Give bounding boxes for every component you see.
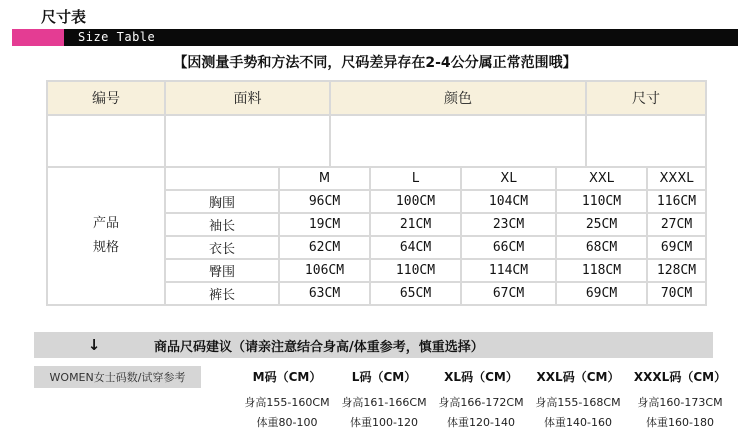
measurement-value: 67CM (462, 283, 555, 304)
size-header-size-xl: XL (462, 168, 555, 189)
rec-height: 身高155-160CM (244, 396, 330, 409)
measurement-value: 66CM (462, 237, 555, 258)
measurement-label: 裤长 (166, 283, 278, 304)
rec-size: XL码（CM） (444, 370, 518, 384)
measurement-notice: 【因测量手势和方法不同，尺码差异存在2-4公分属正常范围哦】 (173, 55, 577, 71)
measurement-value: 62CM (280, 237, 369, 258)
measurement-value: 27CM (648, 214, 705, 235)
measurement-value: 19CM (280, 214, 369, 235)
measurement-value: 128CM (648, 260, 705, 281)
rec-height: 身高166-172CM (438, 396, 524, 409)
size-header-size-xxl: XXL (557, 168, 646, 189)
size-header-blank (166, 168, 278, 189)
rec-size: L码（CM） (351, 370, 417, 384)
header-fabric: 面料 (166, 82, 329, 114)
measurement-label: 胸围 (166, 191, 278, 212)
measurement-value: 70CM (648, 283, 705, 304)
measurement-value: 116CM (648, 191, 705, 212)
blank-size-cell (587, 116, 705, 166)
rec-weight: 体重120-140 (447, 416, 515, 429)
measurement-value: 25CM (557, 214, 646, 235)
product-spec-label (48, 168, 164, 304)
measurement-value: 69CM (557, 283, 646, 304)
measurement-value: 68CM (557, 237, 646, 258)
page-title: 尺寸表 (41, 8, 87, 26)
recommendation-xxl (528, 368, 628, 430)
rec-height: 身高155-168CM (535, 396, 621, 409)
arrow-down-icon: ↓ (87, 336, 101, 354)
women-size-tag: WOMEN女士码数/试穿参考 (34, 366, 201, 388)
measurement-label: 袖长 (166, 214, 278, 235)
rec-height: 身高160-173CM (637, 396, 723, 409)
measurement-value: 110CM (557, 191, 646, 212)
recommendation-m (237, 368, 337, 430)
size-advice-text: 商品尺码建议（请亲注意结合身高/体重参考，慎重选择） (154, 339, 484, 355)
measurement-label: 衣长 (166, 237, 278, 258)
title-bar (12, 29, 738, 46)
size-table (46, 80, 707, 306)
header-color: 颜色 (331, 82, 585, 114)
rec-weight: 体重140-160 (544, 416, 612, 429)
rec-weight: 体重100-120 (350, 416, 418, 429)
recommendation-xxxl (630, 368, 730, 430)
header-number: 编号 (48, 82, 164, 114)
measurement-value: 106CM (280, 260, 369, 281)
blank-fabric-cell (166, 116, 329, 166)
measurement-value: 63CM (280, 283, 369, 304)
recommendation-xl (431, 368, 531, 430)
blank-number-cell (48, 116, 164, 166)
rec-size: XXL码（CM） (536, 370, 620, 384)
blank-color-cell (331, 116, 585, 166)
rec-size: XXXL码（CM） (633, 370, 727, 384)
rec-height: 身高161-166CM (341, 396, 427, 409)
accent-block (12, 29, 64, 46)
measurement-value: 23CM (462, 214, 555, 235)
rec-weight: 体重80-100 (256, 416, 318, 429)
recommendation-l (334, 368, 434, 430)
size-header-size-xxxl: XXXL (648, 168, 705, 189)
rec-weight: 体重160-180 (646, 416, 714, 429)
size-header-size-m: M (280, 168, 369, 189)
measurement-value: 100CM (371, 191, 460, 212)
measurement-value: 64CM (371, 237, 460, 258)
size-advice-bar (34, 332, 713, 358)
measurement-value: 69CM (648, 237, 705, 258)
spec-label-line2: 规格 (92, 240, 119, 255)
measurement-value: 114CM (462, 260, 555, 281)
measurement-value: 118CM (557, 260, 646, 281)
rec-size: M码（CM） (252, 370, 322, 384)
spec-label-line1: 产品 (92, 216, 119, 231)
size-header-size-l: L (371, 168, 460, 189)
measurement-value: 96CM (280, 191, 369, 212)
measurement-label: 臀围 (166, 260, 278, 281)
measurement-value: 110CM (371, 260, 460, 281)
measurement-value: 21CM (371, 214, 460, 235)
size-table-subtitle: Size Table (78, 30, 156, 44)
measurement-value: 104CM (462, 191, 555, 212)
header-size: 尺寸 (587, 82, 705, 114)
measurement-value: 65CM (371, 283, 460, 304)
